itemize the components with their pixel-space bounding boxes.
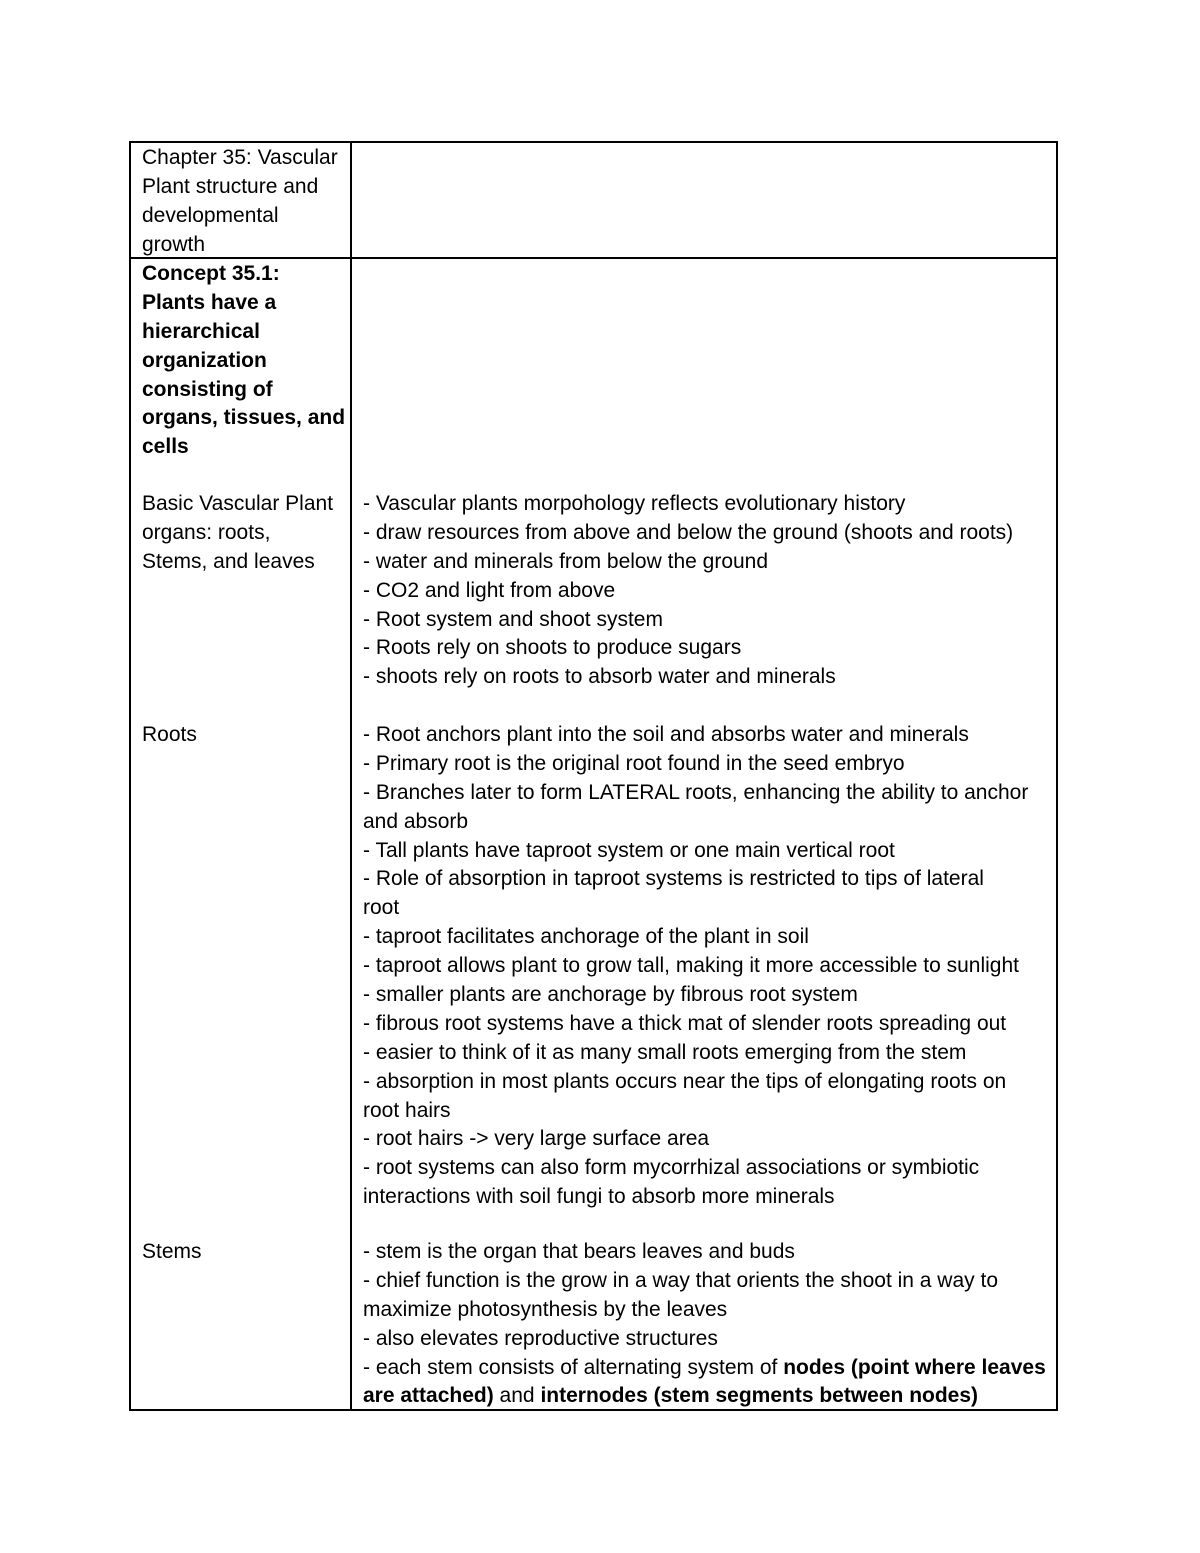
note-line: - chief function is the grow in a way that orients the shoot in a way to xyxy=(363,1268,999,1292)
concept-line: cells xyxy=(142,435,189,459)
term-nodes: nodes (point where leaves xyxy=(783,1355,1046,1379)
note-line: - Role of absorption in taproot systems is restricted to tips of lateral xyxy=(363,867,984,891)
column-divider xyxy=(350,143,352,1409)
note-line: root xyxy=(363,896,400,920)
note-line: - root hairs -> very large surface area xyxy=(363,1127,710,1151)
note-line-mixed xyxy=(363,1354,1053,1383)
note-line: - stem is the organ that bears leaves and buds xyxy=(363,1240,795,1263)
section-notes-basic-organs xyxy=(363,490,1053,692)
note-line: - Primary root is the original root found in the seed embryo xyxy=(363,751,905,775)
chapter-title-line: Chapter 35: Vascular xyxy=(142,146,338,169)
note-line: maximize photosynthesis by the leaves xyxy=(363,1297,728,1321)
chapter-title-line: growth xyxy=(142,232,206,256)
note-line: - taproot allows plant to grow tall, making it more accessible to sunlight xyxy=(363,954,1019,978)
section-label-line: Roots xyxy=(142,723,197,746)
note-line: - water and minerals from below the ground xyxy=(363,549,769,573)
note-line: interactions with soil fungi to absorb more minerals xyxy=(363,1185,835,1209)
concept-heading xyxy=(142,260,346,462)
section-notes-roots xyxy=(363,721,1053,1212)
section-label-basic-organs xyxy=(142,490,346,577)
note-line: - draw resources from above and below the ground (shoots and roots) xyxy=(363,520,1014,544)
note-line-mixed xyxy=(363,1382,1053,1411)
concept-line: consisting of xyxy=(142,377,273,401)
section-notes-stems xyxy=(363,1238,1053,1411)
note-line: and absorb xyxy=(363,809,469,833)
note-line: - also elevates reproductive structures xyxy=(363,1326,718,1350)
notes-table xyxy=(129,141,1058,1411)
chapter-title-line: developmental xyxy=(142,203,279,227)
note-line: - Root system and shoot system xyxy=(363,607,663,631)
section-label-roots xyxy=(142,721,346,750)
term-nodes-continued: are attached) xyxy=(363,1384,494,1408)
section-label-line: Stems, and leaves xyxy=(142,549,315,573)
note-line: - Tall plants have taproot system or one main vertical root xyxy=(363,838,895,862)
note-line: - Branches later to form LATERAL roots, enhancing the ability to anchor xyxy=(363,780,1029,804)
note-line: - shoots rely on roots to absorb water and minerals xyxy=(363,665,836,689)
note-line: root hairs xyxy=(363,1098,451,1122)
note-line: - CO2 and light from above xyxy=(363,578,616,602)
note-line: - Root anchors plant into the soil and absorbs water and minerals xyxy=(363,723,969,746)
chapter-title xyxy=(142,144,346,260)
note-line: - absorption in most plants occurs near the tips of elongating roots on xyxy=(363,1069,1007,1093)
note-line: - fibrous root systems have a thick mat of slender roots spreading out xyxy=(363,1011,1007,1035)
section-label-line: Stems xyxy=(142,1240,202,1263)
note-line: - smaller plants are anchorage by fibrous root system xyxy=(363,983,858,1007)
concept-line: Plants have a xyxy=(142,290,277,314)
concept-line: organization xyxy=(142,348,267,372)
section-label-line: organs: roots, xyxy=(142,520,271,544)
note-line: - easier to think of it as many small roots emerging from the stem xyxy=(363,1040,967,1064)
term-internodes: internodes (stem segments between nodes) xyxy=(540,1384,979,1408)
section-label-line: Basic Vascular Plant xyxy=(142,492,334,515)
concept-line: hierarchical xyxy=(142,319,260,343)
concept-line: organs, tissues, and xyxy=(142,406,346,430)
note-line: - Roots rely on shoots to produce sugars xyxy=(363,636,742,660)
note-line: - taproot facilitates anchorage of the plant in soil xyxy=(363,925,809,949)
note-text: and xyxy=(493,1384,541,1408)
section-label-stems xyxy=(142,1238,346,1267)
concept-line: Concept 35.1: xyxy=(142,262,280,285)
note-line: - Vascular plants morpohology reflects evolutionary history xyxy=(363,492,906,515)
chapter-title-line: Plant structure and xyxy=(142,174,319,198)
note-line: - root systems can also form mycorrhizal associations or symbiotic xyxy=(363,1156,980,1180)
note-text: - each stem consists of alternating system of xyxy=(363,1355,784,1379)
